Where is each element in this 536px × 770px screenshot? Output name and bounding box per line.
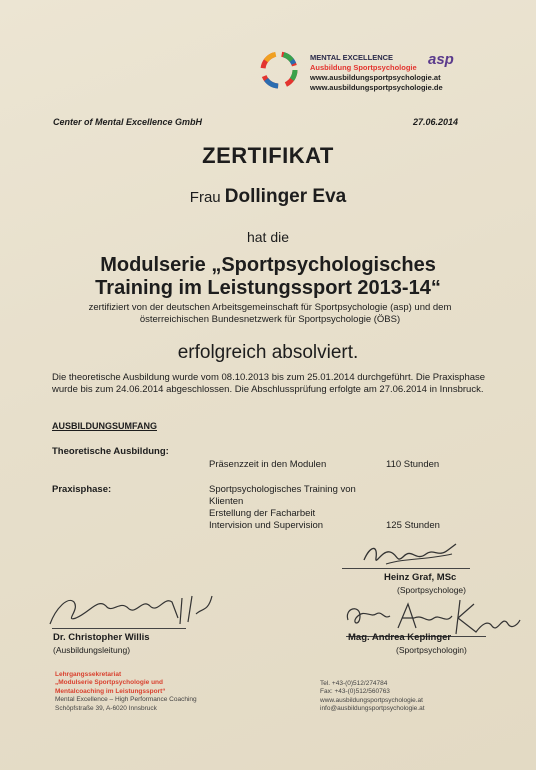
footer-program-line2: Mentalcoaching im Leistungssport“ (55, 687, 166, 695)
completion-paragraph: Die theoretische Ausbildung wurde vom 08.10.2013 bis zum 25.01.2014 durchgeführt. Die Praxisphase wurde bis zum 24.06.2014 abgeschlossen. Die Abschlussprüfung erfolgte am 27.06.2014 in Innsbruck. (52, 372, 486, 395)
footer-web: www.ausbildungsportpsychologie.at (320, 696, 423, 704)
asp-logo: asp (428, 51, 454, 68)
footer-right (320, 680, 425, 714)
logo-title: MENTAL EXCELLENCE (310, 53, 394, 62)
certification-note: zertifiziert von der deutschen Arbeitsgemeinschaft für Sportpsychologie (asp) und dem österreichischen Bundesnetzwerk für Sportpsychologie (ÖBS) (88, 302, 452, 325)
practice-hours: 125 Stunden (386, 520, 440, 531)
footer-fax: Fax: +43-(0)512/560763 (320, 688, 390, 696)
keplinger-name: Mag. Andrea Keplinger (348, 632, 452, 643)
graf-signature-line (342, 568, 470, 569)
theory-hours: 110 Stunden (386, 459, 440, 470)
footer-tel: Tel. +43-(0)512/274784 (320, 680, 388, 687)
logo-url-at: www.ausbildungsportpsychologie.at (310, 73, 441, 82)
practice-label: Praxisphase: (52, 484, 112, 495)
completed-text: erfolgreich absolviert. (177, 342, 359, 363)
footer-address: Schöpfstraße 39, A-6020 Innsbruck (55, 704, 157, 712)
issue-date: 27.06.2014 (413, 117, 459, 127)
willis-name: Dr. Christopher Willis (53, 632, 150, 643)
keplinger-role: (Sportpsychologin) (396, 645, 467, 655)
practice-items (209, 484, 356, 532)
module-title-line1: Modulserie „Sportpsychologisches (100, 254, 436, 276)
footer-program-line1: „Modulserie Sportpsychologie und (55, 679, 163, 687)
company-name: Center of Mental Excellence GmbH (53, 117, 203, 127)
mental-excellence-logo-icon (257, 48, 301, 92)
module-title (0, 254, 536, 300)
theory-item: Präsenzzeit in den Modulen (209, 459, 327, 470)
logo-block (310, 53, 443, 93)
graf-name: Heinz Graf, MSc (384, 572, 457, 583)
theory-label: Theoretische Ausbildung: (52, 446, 169, 457)
logo-url-de: www.ausbildungsportpsychologie.de (310, 83, 443, 92)
practice-item: Sportpsychologisches Training von (209, 484, 356, 495)
practice-item: Klienten (209, 496, 244, 507)
footer-mail: info@ausbildungsportpsychologie.at (320, 705, 425, 713)
recipient-line (0, 186, 536, 208)
scope-heading: AUSBILDUNGSUMFANG (52, 421, 157, 431)
footer-org: Mental Excellence – High Performance Coaching (55, 696, 197, 704)
salutation: Frau (189, 189, 221, 206)
footer-left (55, 671, 197, 713)
practice-item: Intervision und Supervision (209, 520, 324, 531)
practice-item: Erstellung der Facharbeit (209, 508, 316, 519)
hat-die-text: hat die (246, 229, 290, 245)
willis-signature-icon (46, 588, 216, 632)
certificate-title: ZERTIFIKAT (202, 143, 334, 168)
willis-signature-line (52, 628, 186, 629)
graf-signature-icon (356, 538, 466, 572)
recipient-name: Dollinger Eva (224, 186, 347, 207)
willis-role: (Ausbildungsleitung) (53, 645, 131, 655)
logo-subtitle: Ausbildung Sportpsychologie (310, 63, 417, 72)
graf-role: (Sportpsychologe) (397, 585, 466, 595)
footer-secretariat: Lehrgangssekretariat (55, 671, 122, 678)
module-title-line2: Training im Leistungssport 2013-14“ (95, 277, 441, 299)
